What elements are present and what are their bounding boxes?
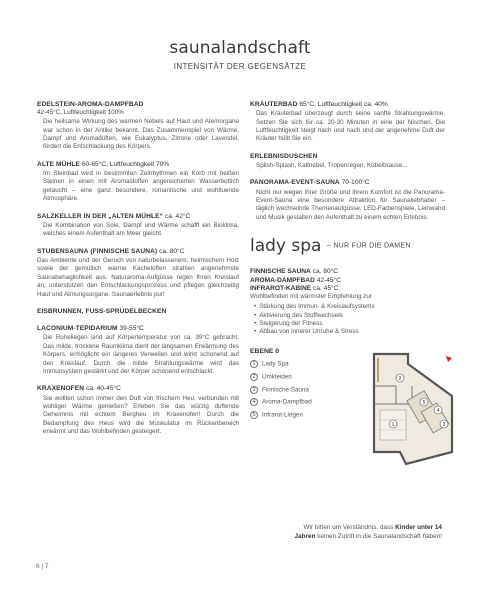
floor-legend-title: EBENE 0 [250,348,280,356]
lady-line-title: AROMA-DAMPFBAD [250,276,315,284]
left-column [37,101,239,446]
entry-title: ALTE MÜHLE [37,160,80,168]
list-item: • Steigerung der Fitness [254,320,445,328]
lady-line [250,285,445,293]
list-item: • Aktivierung des Stoffwechsels [254,312,445,320]
legend-label: Finnische Sauna [262,386,309,394]
entry-text: Nicht nur wegen ihrer Größe und ihrem Komfort ist die Panorama-Event-Sauna eine besondere Attraktion für Saunaliebhaber – täglich wechselnde Themenaufgüsse, LED-Farbenspiele, Leinwand und Musik gestalten den Aufenthalt zu einem echten Erlebnis. [256,188,445,221]
entry-panorama-sauna [250,179,445,222]
page-title: saunalandschaft [169,38,311,58]
lady-line-detail: 42-45°C [316,276,341,284]
lady-line-title: INFRAROT-KABINE [250,285,312,293]
legend-label: Umkleiden [262,373,292,381]
lady-line [250,277,445,285]
lady-line-title: FINNISCHE SAUNA [250,268,311,276]
entry-title: ERLEBNISDUSCHEN [250,152,318,160]
legend-label: Lady Spa [262,360,289,368]
footer-note [250,523,442,541]
entry-title: KRAXENOFEN [37,385,85,393]
svg-text:4: 4 [436,408,440,415]
lady-spa-heading [250,236,445,256]
entry-title: SALZKELLER IN DER „ALTEN MÜHLE“ [37,212,164,220]
entry-title: EISBRUNNEN, FUSS-SPRUDELBECKEN [37,307,167,315]
legend-number: 2 [250,373,258,381]
entry-detail: 60-65°C, Luftfeuchtigkeit 70% [81,160,170,168]
list-item: • Stärkung des Immun- & Kreislaufsystems [254,303,445,311]
svg-text:3: 3 [442,422,446,429]
legend-number: 4 [250,398,258,406]
entry-eisbrunnen [37,308,239,316]
entry-detail: 39-55°C [119,325,144,333]
entry-title: STUBENSAUNA (FINNISCHE SAUNA) [37,247,158,255]
entry-laconium [37,325,239,376]
entry-kraxenofen [37,385,239,436]
entry-text: Das Ambiente und der Geruch von naturbelassenem, heimischem Holz sowie der gemütlich warme Kacheloften strahlen angenehmste Saunabehaglichkeit aus. Naturaroma-Aufgüsse regen Ihren Kreislauf an, unterstützen den Entschlackungsprozess und pflegen gleichzeitig Haut und Atmungsorgane. Saunaerlebnis pur! [37,256,239,298]
legend-number: 3 [250,386,258,394]
entry-title: PANORAMA-EVENT-SAUNA [250,179,340,187]
entry-detail: ca. 80°C [159,247,185,255]
entry-detail: 65°C, Luftfeuchtigkeit ca. 40% [299,101,388,108]
entry-title: KRÄUTERBAD [250,101,298,108]
list-item: • Abbau von innerer Unruhe & Stress [254,328,445,336]
page-subtitle: INTENSITÄT DER GEGENSÄTZE [173,62,307,71]
footer-text: keinen Zutritt in die Saunalandschaft haben! [317,533,442,540]
entry-title: LACONIUM-TEPIDARIUM [37,325,118,333]
entry-text: Die Kombination von Sole, Dampf und Wärme schafft ein Bioklima, welches einem Aufenthalt am Meer gleicht. [43,221,239,238]
lady-line [250,268,445,276]
entry-text: Sie wollten schon immer den Duft von frischem Heu, verbunden mit wohliger Wärme genießen? Erleben Sie das würzig duftende Geheimnis mit echtem Bergheu im Kraxenofen! Durch die Bedampfung des Heus wird die Muskulatur im Rückenbereich erwärmt und das Wohlbefinden gesteigert. [43,394,239,436]
lady-intro: Wohlbefinden mit wärmster Empfehlung zur [250,293,373,301]
svg-text:5: 5 [422,400,426,407]
legend-number: 1 [250,360,258,368]
entry-sub: 42-45°C, Luftfeuchtigkeit 100% [37,109,124,117]
entry-salzkeller [37,213,239,239]
lady-spa-title: lady spa [250,236,322,257]
entry-detail: ca. 40-45°C [86,385,121,393]
legend-label: Aroma-Dampfbad [262,398,312,406]
lady-bullet-list [254,303,445,336]
footer-text: Wir bitten um Verständnis, dass [303,524,394,531]
entry-alte-muehle [37,161,239,204]
floor-plan-section [250,348,445,468]
entry-detail: 70-100°C [341,179,370,187]
footer-bold: Jahren [294,533,316,540]
lady-spa-subtitle: – NUR FÜR DIE DAMEN [326,242,411,250]
entry-text: Die heilsame Wirkung des warmen Nebels auf Haut und Atemorgane war schon in der Antike bekannt. Das Zusammenspiel von Wärme, Dampf und Aromadüften, wie Eukalyptus, Zitrone oder Lavendel, fördert die Entschlackung des Körpers. [43,118,239,151]
right-column [250,101,445,468]
page-number: 6 | 7 [36,563,49,570]
legend-label: Infrarot-Liegen [262,411,303,419]
entry-kraeuterbad [250,101,445,144]
svg-text:2: 2 [398,376,402,383]
svg-text:1: 1 [391,422,395,429]
floor-plan-image [360,348,460,466]
entry-erlebnisduschen [250,153,445,171]
entry-text: Das Kräuterbad überzeugt durch seine sanfte Strahlungswärme. Setzen Sie sich für ca. 20-30 Minuten in eine der Nischen. Die Luftfeuchtigkeit steigt nach und nach und der angenehme Duft der Kräuter hüllt Sie ein. [256,110,445,143]
entry-detail: ca. 42°C [164,212,191,220]
legend-number: 5 [250,411,258,419]
footer-bold: Kinder unter 14 [395,524,442,531]
entry-stubensauna [37,248,239,299]
entry-title: EDELSTEIN-AROMA-DAMPFBAD [37,101,144,108]
entry-dampfbad [37,101,239,152]
lady-line-detail: ca. 45°C [313,285,339,293]
lady-line-detail: ca. 80°C [312,268,339,276]
entry-text: Im Steinbad wird in bestimmten Zeitrhythmen ein Korb mit heißen Steinen in einen mit Aromastoffen angereicherten Wasserbottich getaucht – eine ganz besondere, romantische und wohltuende Atmosphäre. [43,170,239,203]
entry-text: Splish-Splash, Kaltnebel, Tropenregen, Kübelbrause... [256,162,408,170]
entry-text: Die Ruheliegen sind auf Körpertemperatur von ca. 39°C gebracht. Das milde, trockene Raumklima dient der langsamen Erwärmung des Körpers, ermöglicht ein längeres Verweilen und wirkt schonend auf den Kreislauf. Durch die milde Strahlungswärme wird das Immunsystem gestärkt und der Körper schonend entschlackt. [43,334,239,375]
